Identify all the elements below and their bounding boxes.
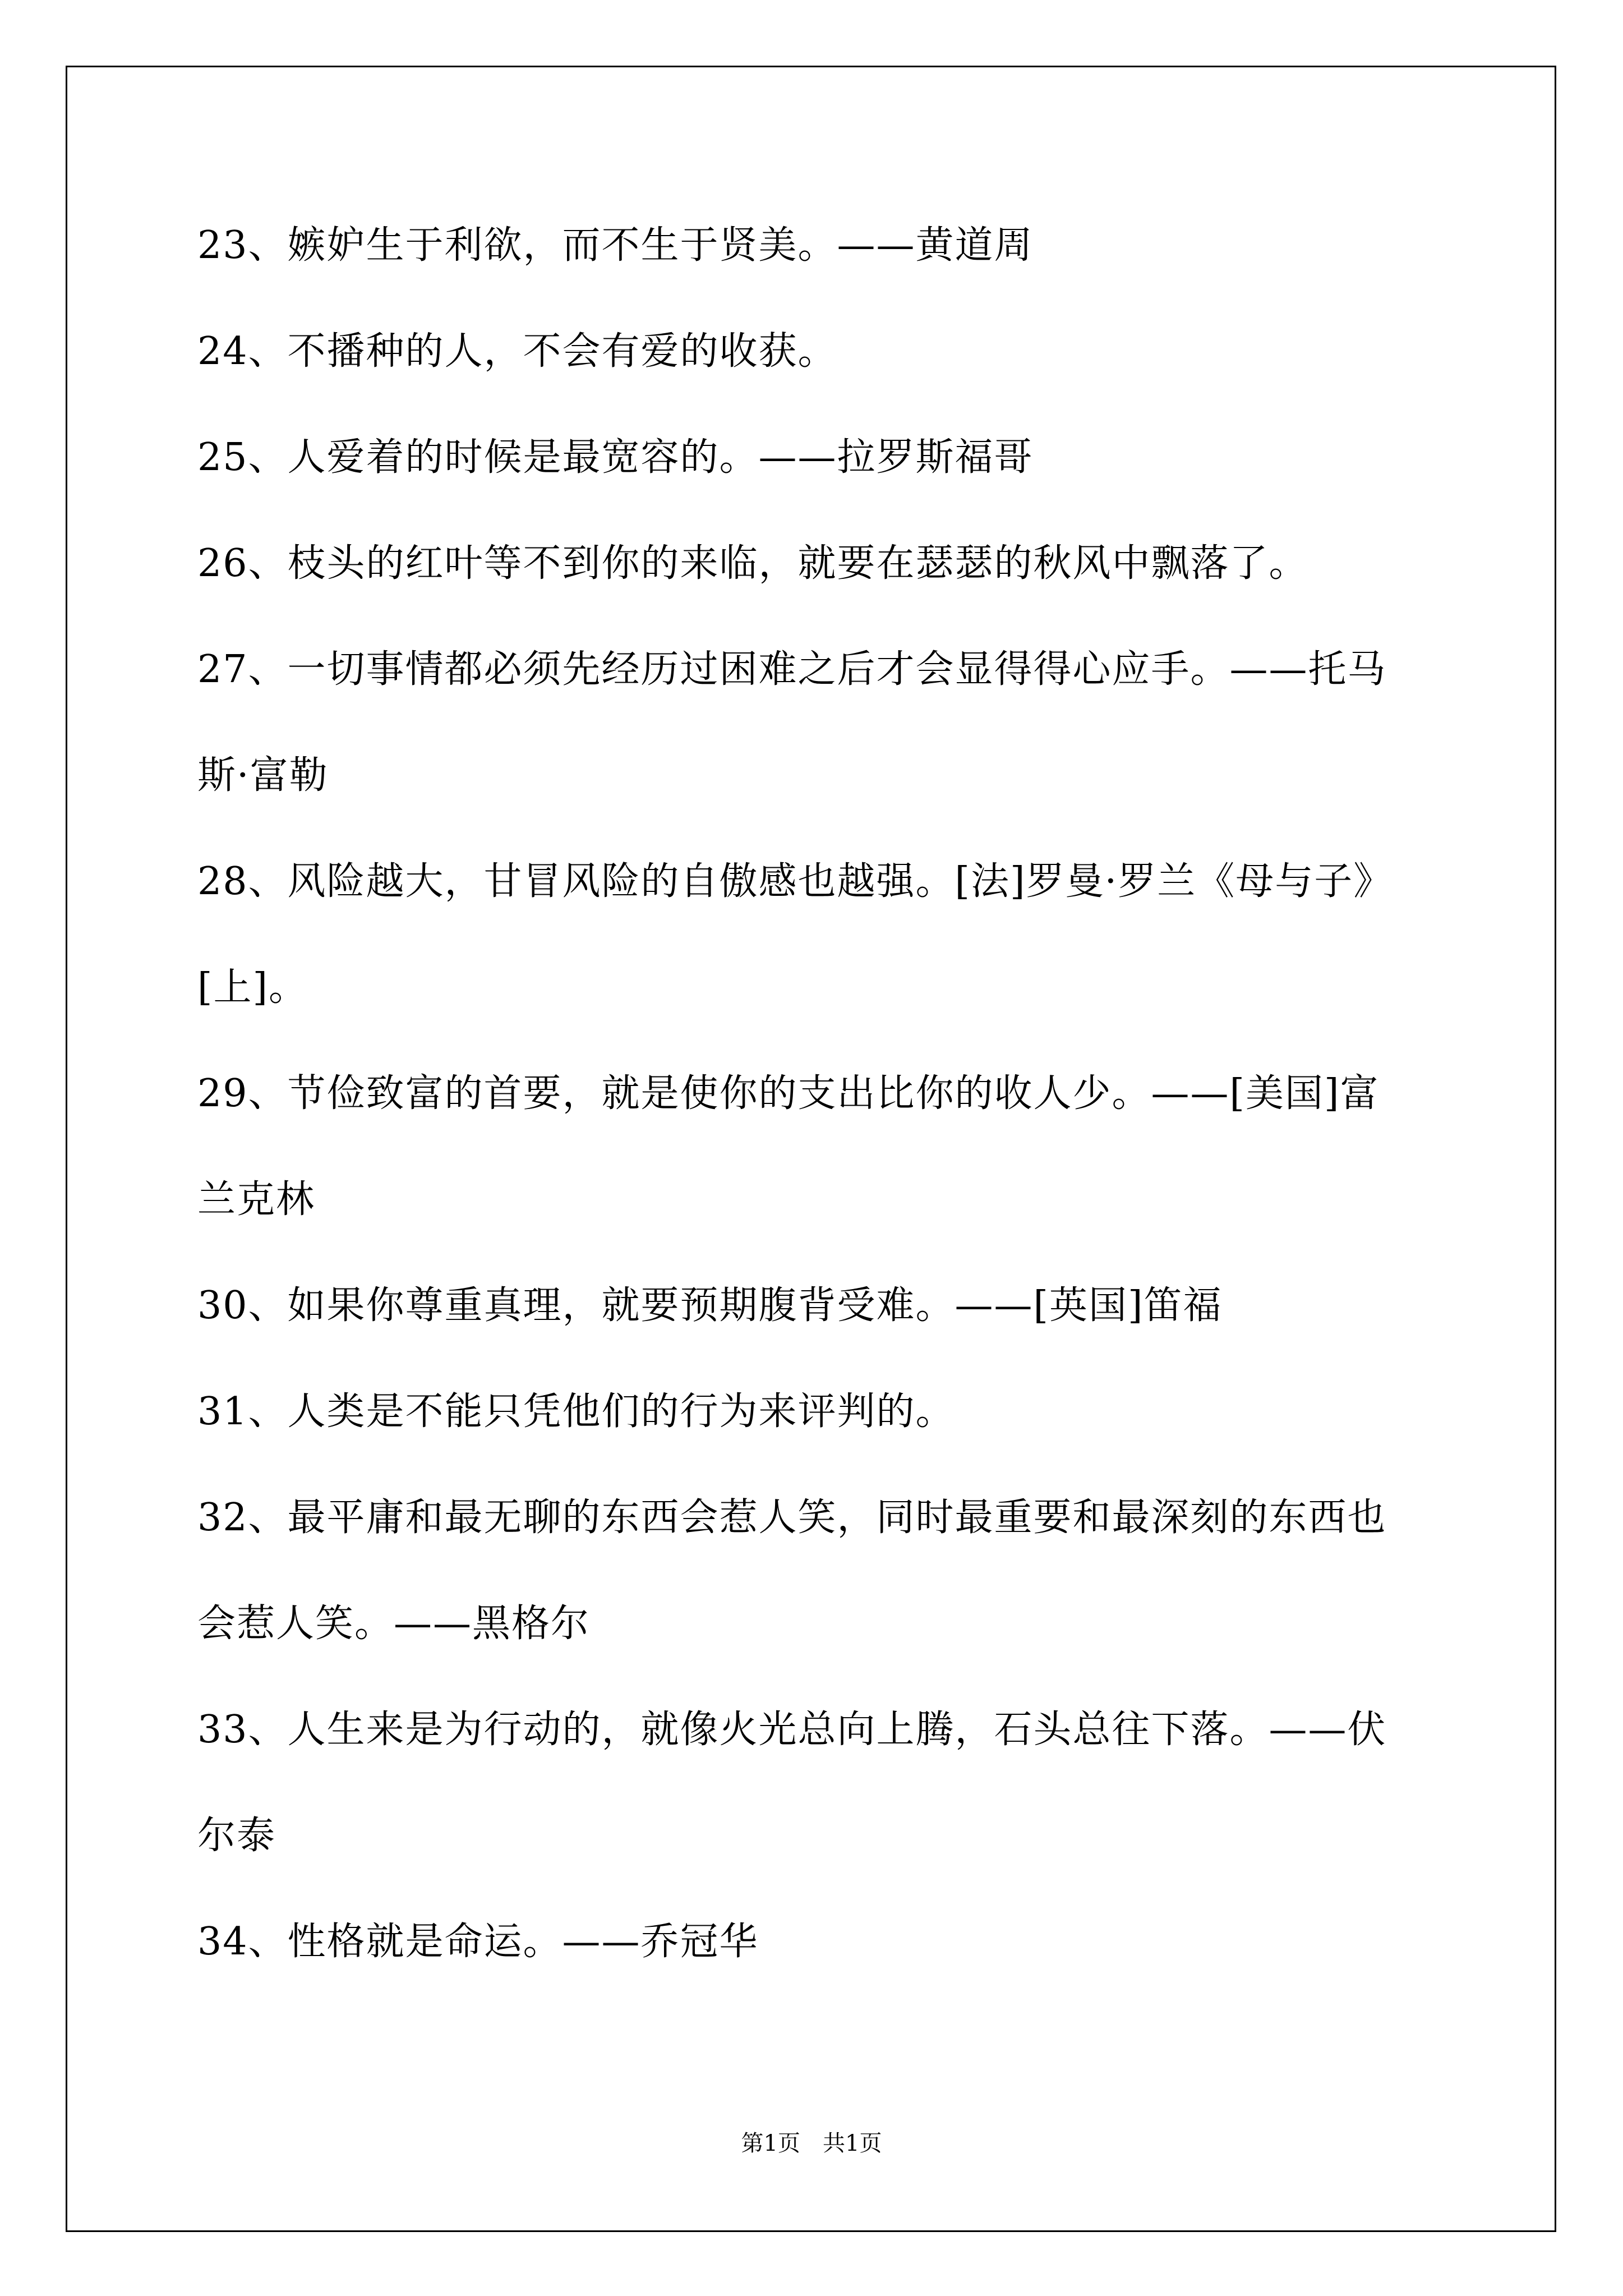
text-line: 23、嫉妒生于利欲，而不生于贤美。——黄道周 <box>197 223 1034 268</box>
text-line: 会惹人笑。——黑格尔 <box>197 1602 591 1646</box>
text-line: 28、风险越大，甘冒风险的自傲感也越强。[法]罗曼·罗兰《母与子》 <box>197 859 1393 904</box>
text-line: 兰克林 <box>197 1177 316 1222</box>
text-line: 34、性格就是命运。——乔冠华 <box>197 1920 759 1964</box>
text-line: 斯·富勒 <box>197 753 329 798</box>
text-line: 24、不播种的人，不会有爱的收获。 <box>197 329 837 374</box>
text-line: 27、一切事情都必须先经历过困难之后才会显得得心应手。——托马 <box>197 647 1387 692</box>
page-footer: 第1页 共1页 <box>741 2131 882 2156</box>
text-line: 31、人类是不能只凭他们的行为来评判的。 <box>197 1389 955 1434</box>
text-line: 32、最平庸和最无聊的东西会惹人笑，同时最重要和最深刻的东西也 <box>197 1496 1387 1540</box>
text-line: 25、人爱着的时候是最宽容的。——拉罗斯福哥 <box>197 435 1034 480</box>
text-line: [上]。 <box>197 965 308 1010</box>
document-body <box>197 219 1431 2021</box>
text-line: 29、节俭致富的首要，就是使你的支出比你的收人少。——[美国]富 <box>197 1071 1380 1116</box>
text-line: 33、人生来是为行动的，就像火光总向上腾，石头总往下落。——伏 <box>197 1708 1387 1752</box>
text-line: 尔泰 <box>197 1814 276 1858</box>
text-line: 30、如果你尊重真理，就要预期腹背受难。——[英国]笛福 <box>197 1283 1223 1328</box>
text-line: 26、枝头的红叶等不到你的来临，就要在瑟瑟的秋风中飘落了。 <box>197 541 1308 586</box>
